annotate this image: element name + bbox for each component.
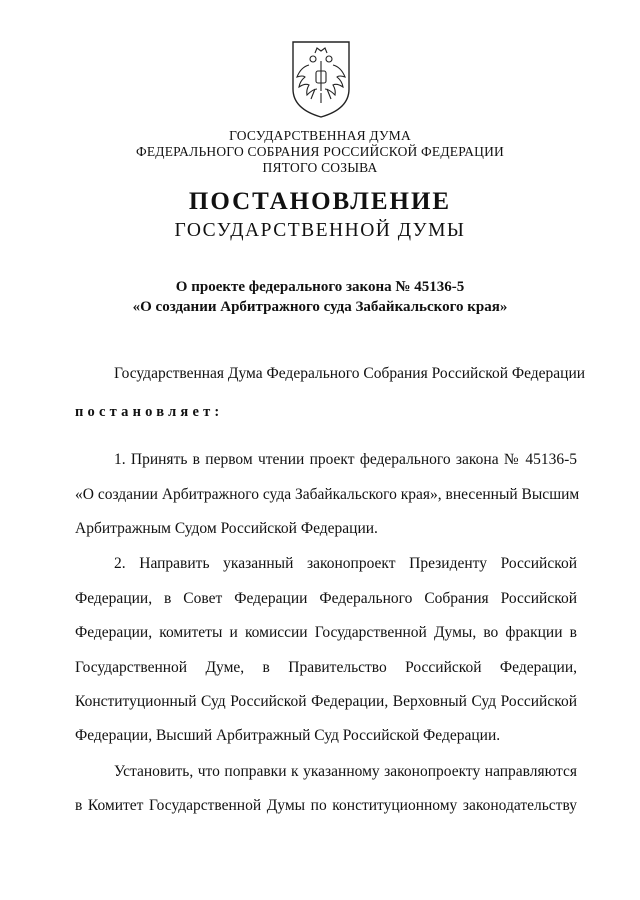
p3-line-1: Установить, что поправки к указанному законопроекту направляются: [114, 763, 577, 780]
p1-line-1: 1. Принять в первом чтении проект федерального закона № 45136-5: [114, 451, 577, 468]
document-subtitle: ГОСУДАРСТВЕННОЙ ДУМЫ: [174, 220, 466, 241]
law-title-line-2: «О создании Арбитражного суда Забайкальского края»: [132, 299, 508, 315]
p1-line-3: Арбитражным Судом Российской Федерации.: [75, 520, 378, 537]
p1-line-2: «О создании Арбитражного суда Забайкальского края», внесенный Высшим: [75, 486, 580, 503]
law-title: [0, 277, 640, 317]
p2-line-5: Конституционный Суд Российской Федерации, Верховный Суд Российской: [75, 693, 577, 710]
header-line-convocation: ПЯТОГО СОЗЫВА: [262, 160, 378, 175]
intro-text: Государственная Дума Федерального Собрания Российской Федерации: [114, 365, 586, 382]
p3-line-2: в Комитет Государственной Думы по конституционному законодательству: [75, 797, 577, 814]
p2-line-1: 2. Направить указанный законопроект Президенту Российской: [114, 555, 577, 572]
p2-line-4: Государственной Думе, в Правительство Российской Федерации,: [75, 659, 577, 676]
russian-coat-of-arms-icon: [289, 39, 353, 119]
document-title: ПОСТАНОВЛЕНИЕ: [188, 188, 452, 215]
law-title-line-1: О проекте федерального закона № 45136-5: [175, 279, 465, 295]
header-line-assembly: ФЕДЕРАЛЬНОГО СОБРАНИЯ РОССИЙСКОЙ ФЕДЕРАЦИИ: [136, 144, 504, 159]
decree-word: постановляет:: [75, 404, 224, 420]
p2-line-3: Федерации, комитеты и комиссии Государственной Думы, во фракции в: [75, 624, 577, 641]
p2-line-6: Федерации, Высший Арбитражный Суд Российской Федерации.: [75, 727, 501, 744]
p2-line-2: Федерации, в Совет Федерации Федерального Собрания Российской: [75, 590, 577, 607]
header-line-duma: ГОСУДАРСТВЕННАЯ ДУМА: [229, 128, 411, 143]
header-block: [0, 128, 640, 176]
